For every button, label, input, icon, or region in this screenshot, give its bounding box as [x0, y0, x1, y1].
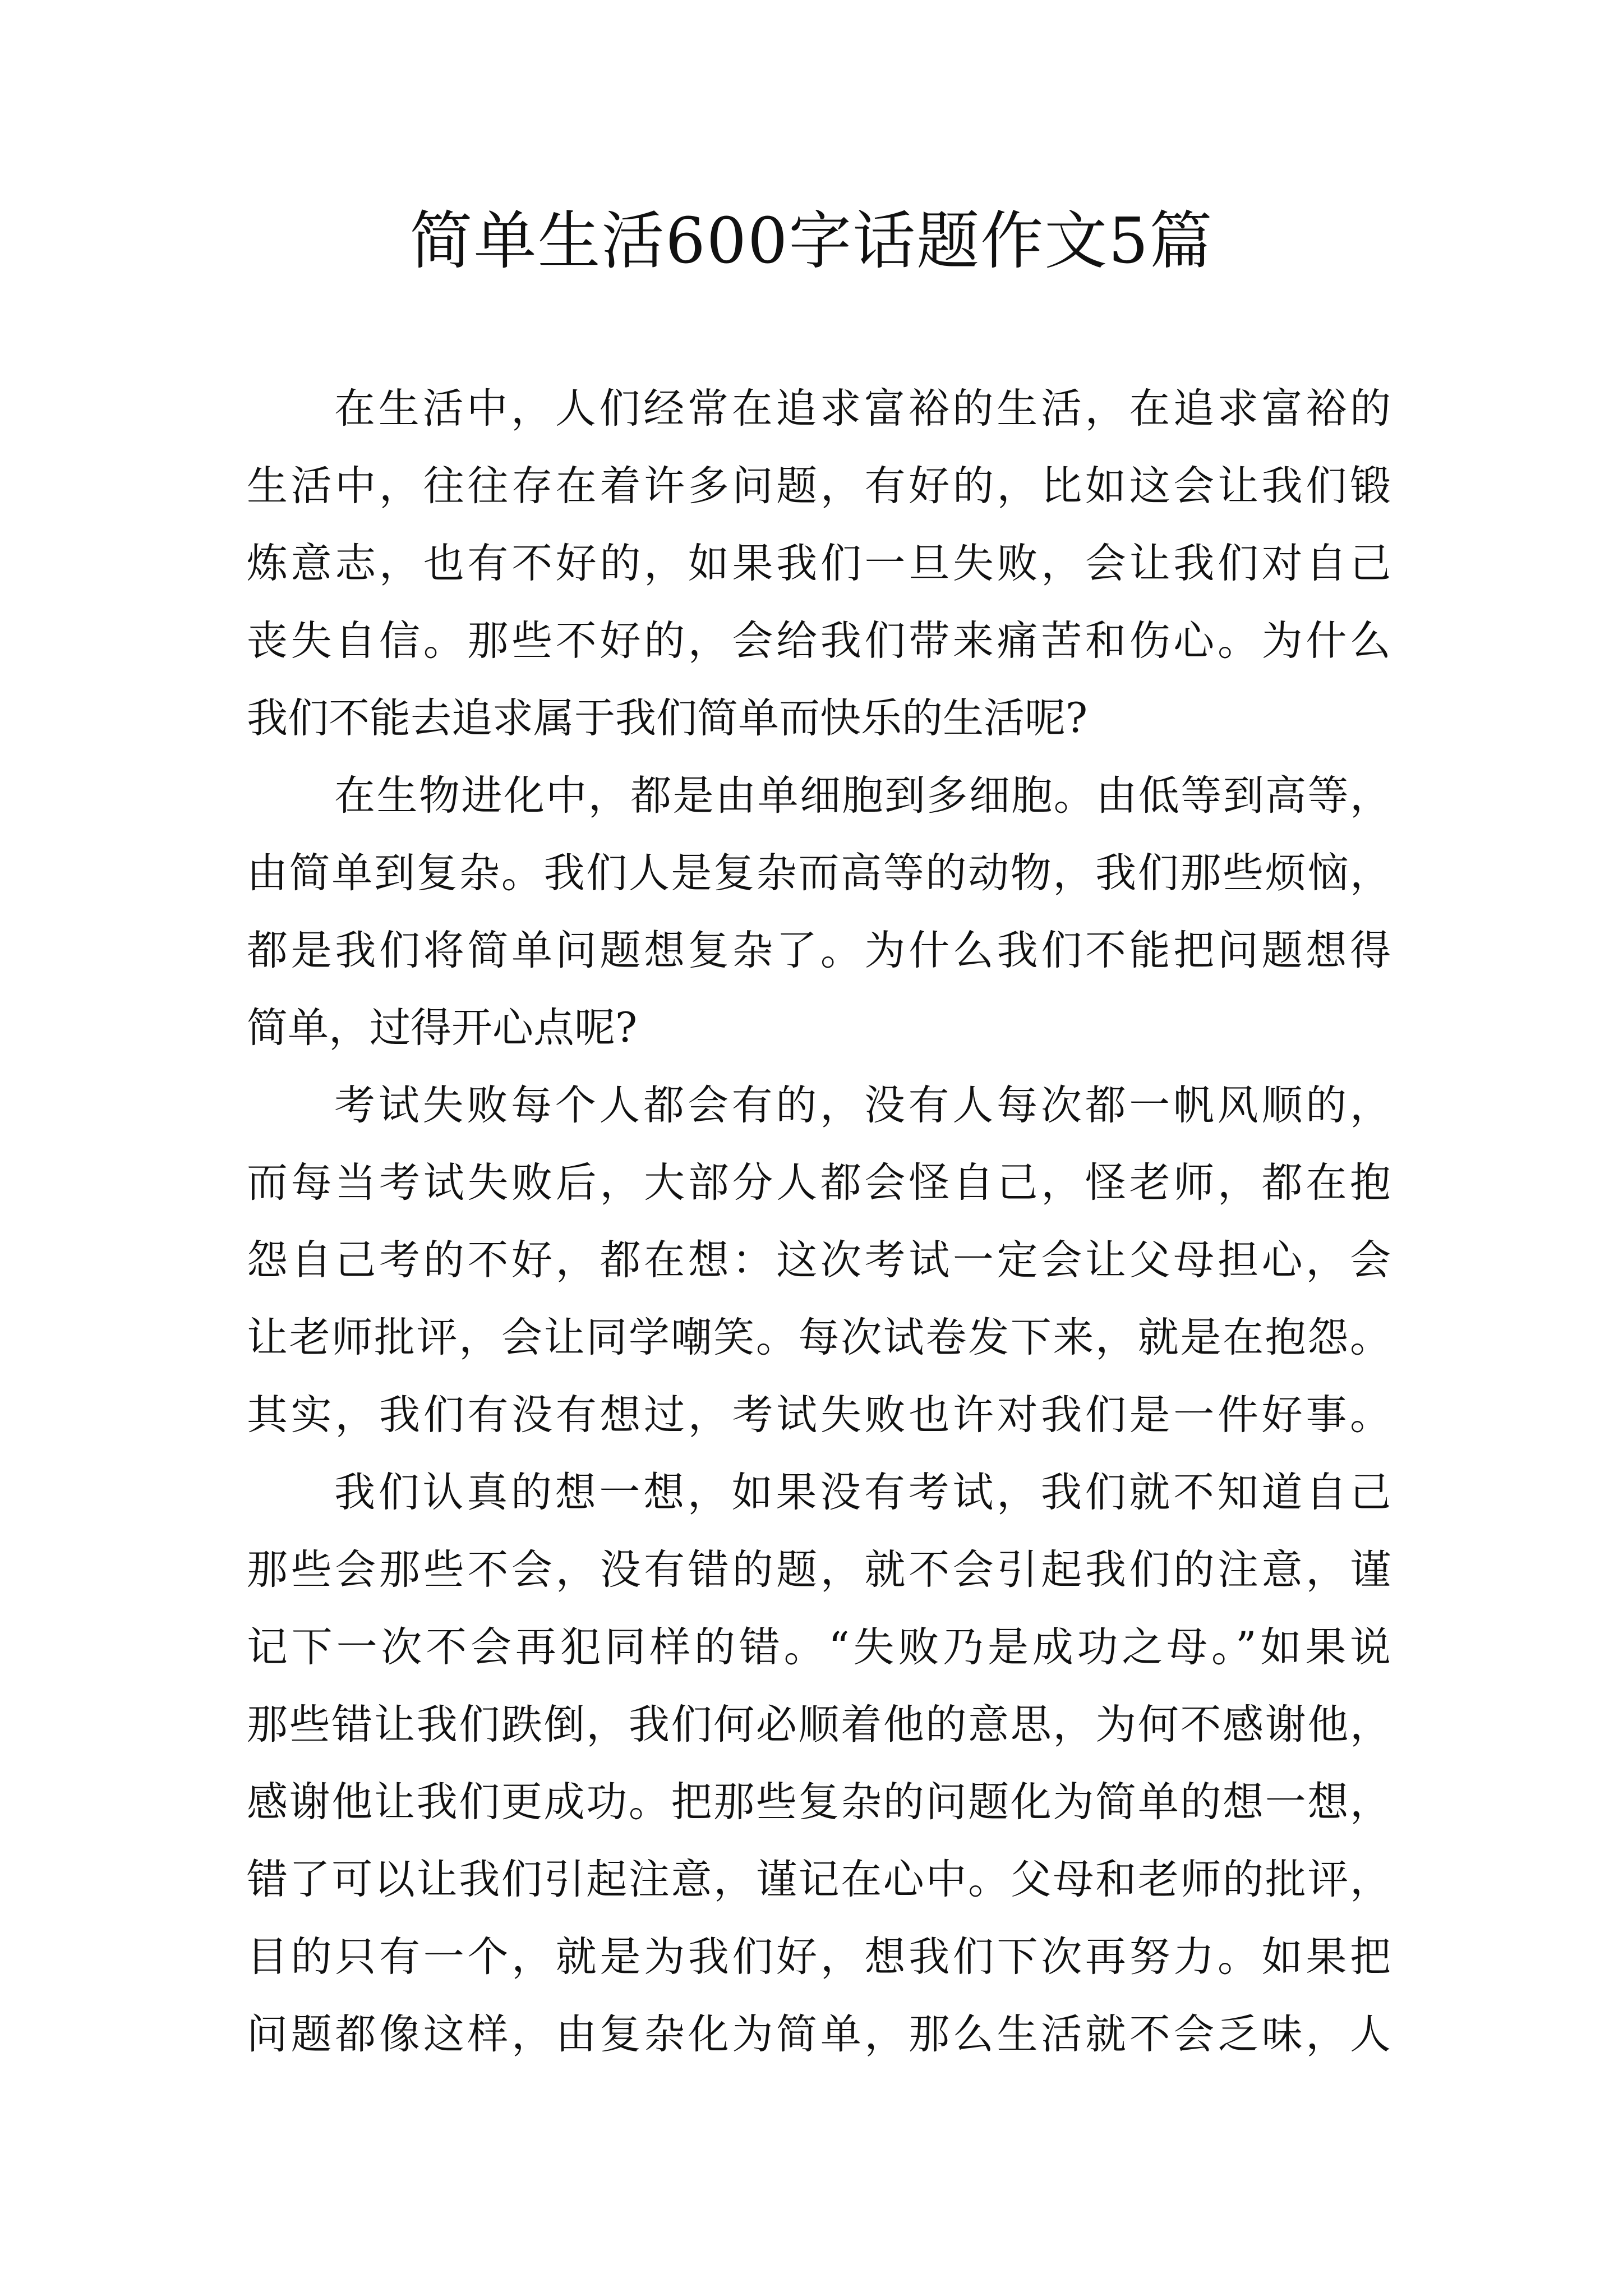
body-line: 简单，过得开心点呢? [247, 1004, 638, 1052]
body-line: 都是我们将简单问题想复杂了。为什么我们不能把问题想得 [247, 927, 1391, 974]
body-line: 炼意志，也有不好的，如果我们一旦失败，会让我们对自己 [247, 540, 1391, 587]
body-line: 而每当考试失败后，大部分人都会怪自己，怪老师，都在抱 [247, 1159, 1391, 1207]
body-line: 问题都像这样，由复杂化为简单，那么生活就不会乏味，人 [247, 2010, 1391, 2058]
body-line: 丧失自信。那些不好的，会给我们带来痛苦和伤心。为什么 [247, 617, 1391, 665]
body-line: 怨自己考的不好，都在想：这次考试一定会让父母担心，会 [247, 1236, 1391, 1284]
body-line: 感谢他让我们更成功。把那些复杂的问题化为简单的想一想， [247, 1778, 1391, 1826]
document-title: 简单生活600字话题作文5篇 [409, 205, 1214, 278]
body-line: 在生物进化中，都是由单细胞到多细胞。由低等到高等， [334, 772, 1391, 820]
body-line: 考试失败每个人都会有的，没有人每次都一帆风顺的， [334, 1082, 1391, 1129]
document-body [247, 370, 1391, 2073]
body-line: 那些会那些不会，没有错的题，就不会引起我们的注意，谨 [247, 1546, 1391, 1594]
body-line: 让老师批评，会让同学嘲笑。每次试卷发下来，就是在抱怨。 [247, 1314, 1391, 1361]
body-line: 生活中，往往存在着许多问题，有好的，比如这会让我们锻 [247, 462, 1391, 510]
body-line: 记下一次不会再犯同样的错。“失败乃是成功之母。”如果说 [247, 1623, 1391, 1671]
body-line: 由简单到复杂。我们人是复杂而高等的动物，我们那些烦恼， [247, 849, 1391, 897]
body-line: 其实，我们有没有想过，考试失败也许对我们是一件好事。 [247, 1391, 1391, 1439]
body-line: 我们认真的想一想，如果没有考试，我们就不知道自己 [334, 1469, 1391, 1516]
body-line: 在生活中，人们经常在追求富裕的生活，在追求富裕的 [334, 385, 1391, 432]
body-line: 我们不能去追求属于我们简单而快乐的生活呢? [247, 694, 1088, 742]
body-line: 错了可以让我们引起注意，谨记在心中。父母和老师的批评， [247, 1856, 1391, 1903]
body-line: 目的只有一个，就是为我们好，想我们下次再努力。如果把 [247, 1933, 1391, 1981]
body-line: 那些错让我们跌倒，我们何必顺着他的意思，为何不感谢他， [247, 1701, 1391, 1749]
